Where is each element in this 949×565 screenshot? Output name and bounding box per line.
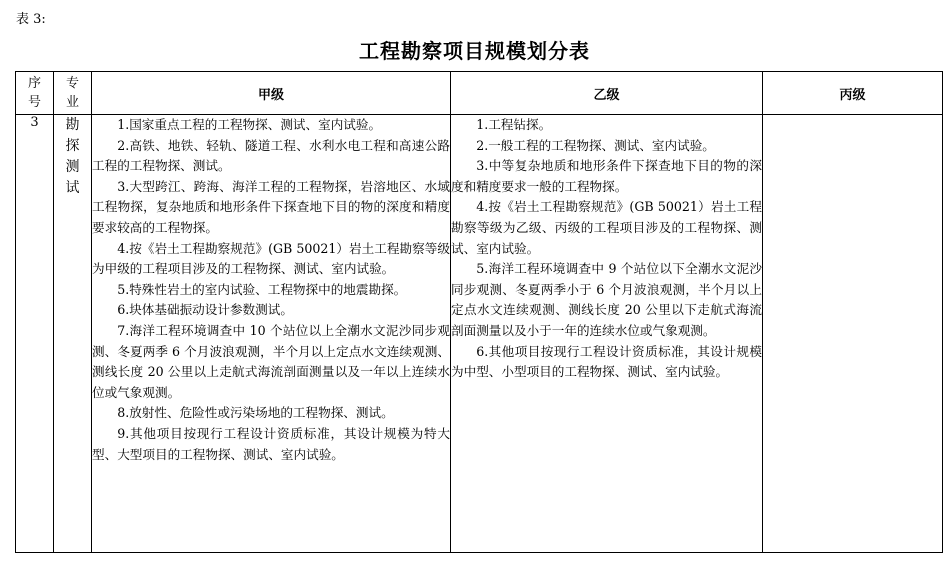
grade-a-item-8: 8.放射性、危险性或污染场地的工程物探、测试。 <box>117 405 394 421</box>
grade-b-item-3: 3.中等复杂地质和地形条件下探查地下目的物的深度和精度要求一般的工程物探。 <box>451 158 762 194</box>
grade-a-item-9: 9.其他项目按现行工程设计资质标准，其设计规模为特大型、大型项目的工程物探、测试、室内试验。 <box>92 425 450 462</box>
grade-a-item-1: 1.国家重点工程的工程物探、测试、室内试验。 <box>117 117 382 132</box>
grade-a-item-7: 7.海洋工程环境调查中 10 个站位以上全潮水文泥沙同步观测、冬夏两季 6 个月波浪观测，半个月以上定点水文连续观测、测线长度 20 公里以上走航式海流剖面测量以及一年以上连续水位或气象观测。 <box>92 322 450 400</box>
row-major-char-4: 试 <box>65 180 80 196</box>
row-major-char-2: 探 <box>65 138 80 154</box>
grade-a-item-6: 6.块体基础振动设计参数测试。 <box>117 302 293 318</box>
grade-b-item-5: 5.海洋工程环境调查中 9 个站位以下全潮水文泥沙同步观测、冬夏两季小于 6 个月波浪观测，半个月以上定点水文连续观测、测线长度 20 公里以下走航式海流剖面测量以及小于一年的连续水位或气象观测。 <box>451 261 762 338</box>
grade-b-content <box>451 115 763 553</box>
grade-a-item-5: 5.特殊性岩土的室内试验、工程物探中的地震勘探。 <box>117 281 407 297</box>
scale-classification-table <box>15 71 943 553</box>
grade-b-item-1: 1.工程钻探。 <box>476 117 552 132</box>
table-label: 表 3: <box>16 12 46 27</box>
header-major-char-1: 专 <box>65 76 79 91</box>
header-major-char-2: 业 <box>65 95 79 110</box>
row-major-char-1: 勘 <box>65 117 80 133</box>
table-row <box>16 115 943 553</box>
header-serial-number-char-1: 序 <box>27 76 41 91</box>
grade-a-content <box>92 115 451 553</box>
header-serial-number <box>16 72 54 115</box>
grade-a-item-3: 3.大型跨江、跨海、海洋工程的工程物探，岩溶地区、水域工程物探，复杂地质和地形条件下探查地下目的物的深度和精度要求较高的工程物探。 <box>92 178 450 235</box>
row-major <box>54 115 92 553</box>
header-grade-b: 乙级 <box>451 72 763 115</box>
header-grade-c: 丙级 <box>763 72 943 115</box>
grade-a-item-2: 2.高铁、地铁、轻轨、隧道工程、水利水电工程和高速公路工程的工程物探、测试。 <box>92 137 450 174</box>
header-major <box>54 72 92 115</box>
grade-b-item-2: 2.一般工程的工程物探、测试、室内试验。 <box>476 137 715 153</box>
document-title: 工程勘察项目规模划分表 <box>359 39 590 63</box>
row-serial-number: 3 <box>16 115 54 553</box>
grade-c-content <box>763 115 943 553</box>
grade-a-item-4: 4.按《岩土工程勘察规范》(GB 50021）岩土工程勘察等级为甲级的工程项目涉及的工程物探、测试、室内试验。 <box>92 240 450 277</box>
grade-b-item-4: 4.按《岩土工程勘察规范》(GB 50021）岩土工程勘察等级为乙级、丙级的工程项目涉及的工程物探、测试、室内试验。 <box>451 199 762 256</box>
header-grade-a: 甲级 <box>92 72 451 115</box>
table-header-row <box>16 72 943 115</box>
row-major-char-3: 测 <box>65 159 80 175</box>
header-serial-number-char-2: 号 <box>27 95 41 110</box>
grade-b-item-6: 6.其他项目按现行工程设计资质标准，其设计规模为中型、小型项目的工程物探、测试、室内试验。 <box>451 343 762 380</box>
